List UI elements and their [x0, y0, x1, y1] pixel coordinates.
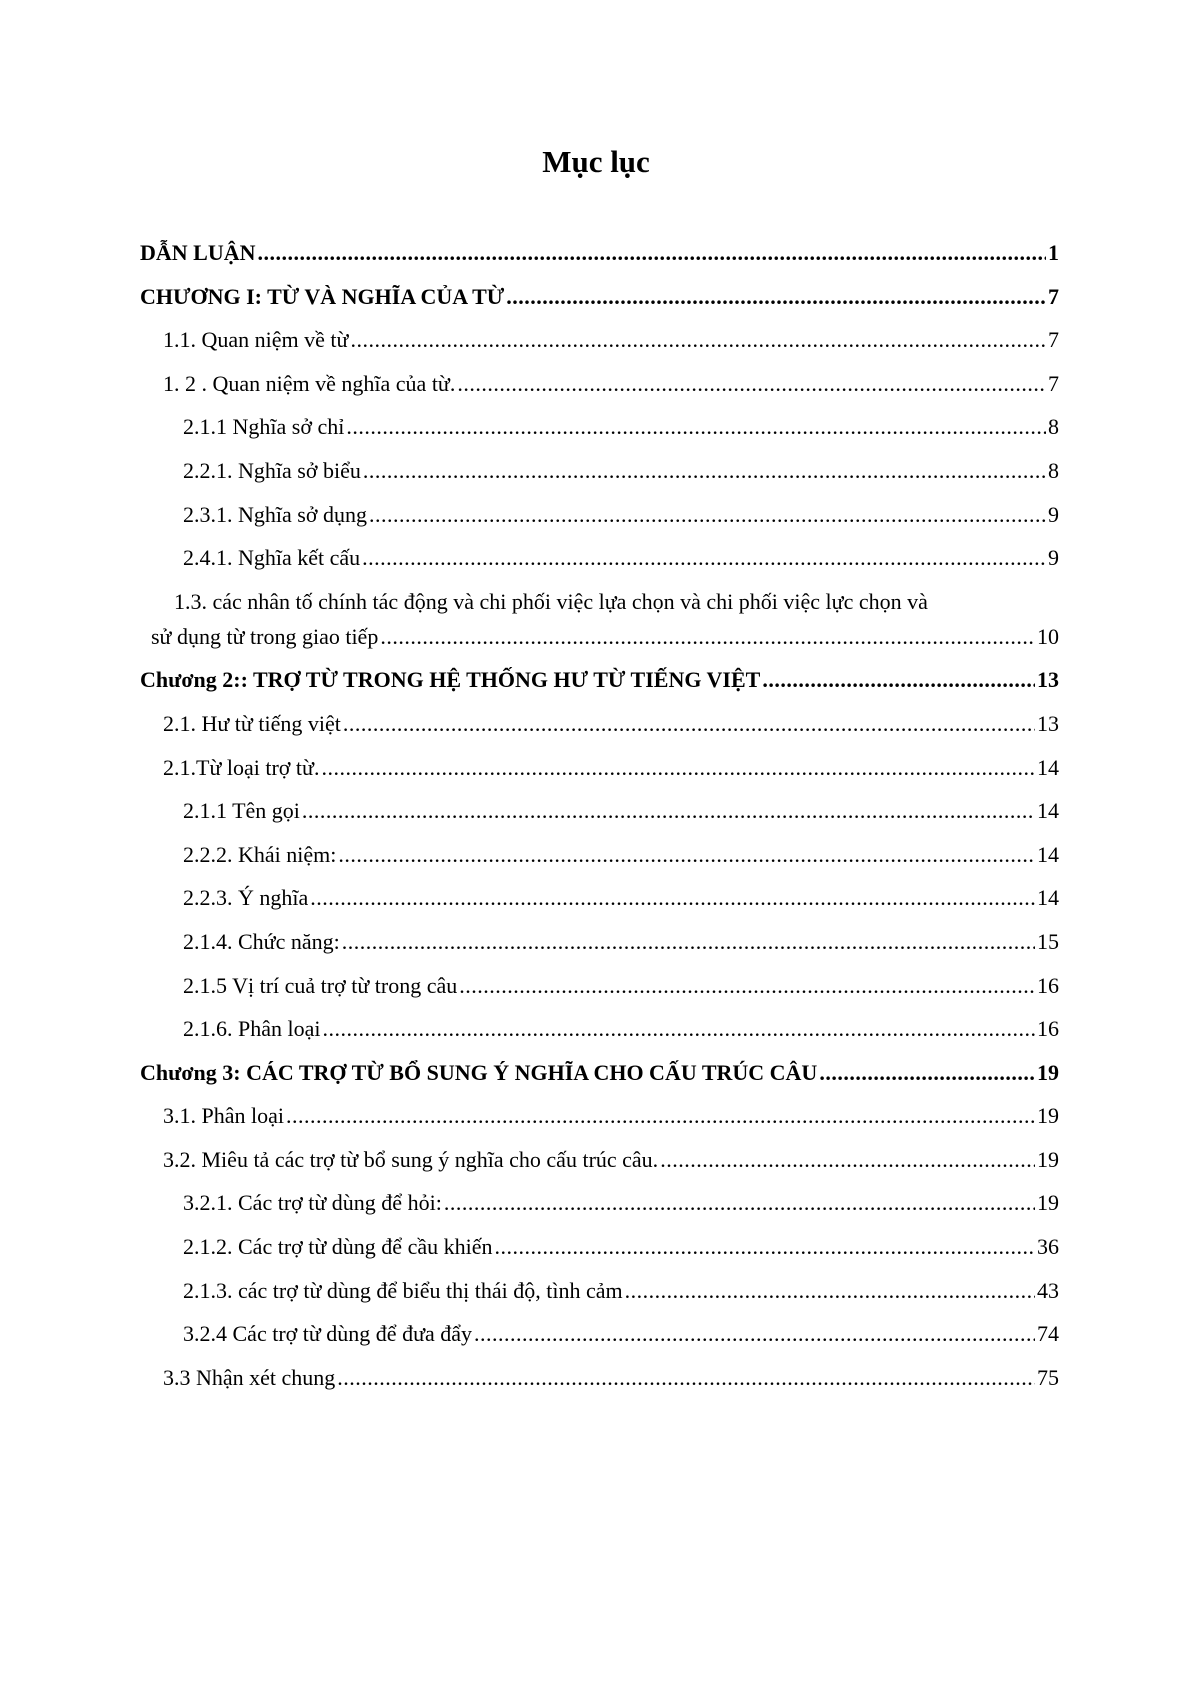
- toc-entry-text: CHƯƠNG I: TỪ VÀ NGHĨA CỦA TỪ: [140, 283, 505, 309]
- dot-leader: [444, 1190, 1035, 1216]
- toc-entry[interactable]: [140, 1147, 1059, 1191]
- toc-entry[interactable]: [140, 284, 1059, 328]
- toc-page-number: 75: [1037, 1364, 1059, 1390]
- toc-entry-text: 2.2.1. Nghĩa sở biểu: [183, 457, 361, 483]
- toc-page-number: 43: [1037, 1277, 1059, 1303]
- toc-entry[interactable]: [140, 545, 1059, 589]
- toc-entry[interactable]: [140, 667, 1059, 711]
- toc-entry-text: 2.1.3. các trợ từ dùng để biểu thị thái độ, tình cảm: [183, 1277, 623, 1303]
- toc-entry-text: 2.1.1 Nghĩa sở chỉ: [183, 414, 345, 440]
- dot-leader: [286, 1103, 1035, 1129]
- toc-entry[interactable]: [140, 1234, 1059, 1278]
- toc-page-number: 1: [1048, 240, 1059, 265]
- toc-entry[interactable]: [140, 842, 1059, 886]
- toc-entry[interactable]: [140, 885, 1059, 929]
- toc-entry-text: 2.1.6. Phân loại: [183, 1016, 321, 1042]
- toc-entry-text: 2.2.2. Khái niệm:: [183, 841, 337, 867]
- toc-entry-text: 2.3.1. Nghĩa sở dụng: [183, 501, 367, 527]
- toc-entry-text: 2.4.1. Nghĩa kết cấu: [183, 545, 361, 571]
- toc-page-number: 7: [1048, 327, 1059, 353]
- toc-entry[interactable]: [140, 1103, 1059, 1147]
- dot-leader: [380, 624, 1035, 650]
- dot-leader: [302, 798, 1035, 824]
- toc-page-number: 19: [1037, 1190, 1059, 1216]
- toc-entry[interactable]: [140, 798, 1059, 842]
- toc-entry-text: 3.3 Nhận xét chung: [163, 1364, 336, 1390]
- toc-entry[interactable]: [140, 929, 1059, 973]
- toc-page-number: 16: [1037, 972, 1059, 998]
- toc-entry-text: 2.1.5 Vị trí cuả trợ từ trong câu: [183, 972, 458, 998]
- toc-entry-line2: [140, 624, 1059, 668]
- toc-entry-text: 2.1.4. Chức năng:: [183, 928, 340, 954]
- toc-page-number: 8: [1048, 457, 1059, 483]
- toc-entry[interactable]: [140, 1321, 1059, 1365]
- dot-leader: [338, 842, 1035, 868]
- toc-entry-text: 3.2.1. Các trợ từ dùng để hỏi:: [183, 1190, 442, 1216]
- toc-entry[interactable]: [140, 458, 1059, 502]
- toc-page-number: 19: [1037, 1103, 1059, 1129]
- toc-page-number: 7: [1048, 283, 1059, 309]
- toc-entry[interactable]: [140, 1278, 1059, 1322]
- dot-leader: [323, 1016, 1036, 1042]
- toc-page-number: 19: [1037, 1146, 1059, 1172]
- dot-leader: [459, 973, 1035, 999]
- toc-entry-text: 2.1. Hư từ tiếng việt: [163, 710, 341, 736]
- toc-entry[interactable]: [140, 371, 1059, 415]
- toc-entry[interactable]: [140, 973, 1059, 1017]
- toc-page-number: 16: [1037, 1016, 1059, 1042]
- toc-page-number: 14: [1037, 798, 1059, 824]
- dot-leader: [474, 1321, 1035, 1347]
- toc-title: Mục lục: [542, 144, 650, 179]
- toc-entry[interactable]: [140, 1190, 1059, 1234]
- toc-entry-text: 3.2.4 Các trợ từ dùng để đưa đẩy: [183, 1321, 473, 1347]
- dot-leader: [321, 755, 1035, 781]
- dot-leader: [819, 1060, 1035, 1086]
- toc-entry[interactable]: [140, 502, 1059, 546]
- toc-entry[interactable]: [140, 414, 1059, 458]
- toc-entry[interactable]: [140, 711, 1059, 755]
- toc-entry-text: DẪN LUẬN: [140, 240, 256, 265]
- toc-page-number: 9: [1048, 545, 1059, 571]
- toc-entry-text: 2.1.2. Các trợ từ dùng để cầu khiến: [183, 1234, 493, 1260]
- dot-leader: [310, 885, 1035, 911]
- toc-entry-text: 1. 2 . Quan niệm về nghĩa của từ.: [163, 370, 456, 396]
- dot-leader: [363, 458, 1046, 484]
- dot-leader: [457, 371, 1046, 397]
- toc-entry-text: 2.1.1 Tên gọi: [183, 798, 300, 824]
- toc-entry-text: 3.2. Miêu tả các trợ từ bổ sung ý nghĩa cho cấu trúc câu.: [163, 1146, 659, 1172]
- toc-entry[interactable]: [140, 755, 1059, 799]
- dot-leader: [506, 284, 1046, 310]
- toc-page-number: 13: [1037, 667, 1059, 693]
- dot-leader: [625, 1278, 1035, 1304]
- toc-entry[interactable]: [140, 327, 1059, 371]
- toc-entry[interactable]: [140, 1365, 1059, 1409]
- toc-entry[interactable]: [140, 1060, 1059, 1104]
- dot-leader: [362, 545, 1046, 571]
- toc-entry[interactable]: [140, 589, 1059, 668]
- toc-entry-text: 3.1. Phân loại: [163, 1103, 284, 1129]
- dot-leader: [369, 502, 1046, 528]
- toc-entry-text: Chương 2:: TRỢ TỪ TRONG HỆ THỐNG HƯ TỪ TIẾNG VIỆT: [140, 667, 761, 693]
- toc-page-number: 14: [1037, 754, 1059, 780]
- toc-entry-text-line1: 1.3. các nhân tố chính tác động và chi phối việc lựa chọn và chi phối việc lực chọn và: [174, 588, 928, 614]
- toc-page-number: 14: [1037, 885, 1059, 911]
- toc-entry-text: Chương 3: CÁC TRỢ TỪ BỔ SUNG Ý NGHĨA CHO CẤU TRÚC CÂU: [140, 1059, 818, 1085]
- toc-page-number: 9: [1048, 501, 1059, 527]
- toc-page-number: 7: [1048, 370, 1059, 396]
- toc-page-number: 74: [1037, 1321, 1059, 1347]
- dot-leader: [258, 240, 1047, 266]
- toc-entry-text: 2.1.Từ loại trợ từ.: [163, 754, 320, 780]
- dot-leader: [343, 711, 1035, 737]
- toc-entry-text: 2.2.3. Ý nghĩa: [183, 885, 309, 911]
- dot-leader: [660, 1147, 1035, 1173]
- dot-leader: [762, 667, 1035, 693]
- toc-page-number: 19: [1037, 1059, 1059, 1085]
- dot-leader: [346, 414, 1046, 440]
- toc-page-number: 14: [1037, 841, 1059, 867]
- dot-leader: [337, 1365, 1035, 1391]
- toc-entry-text-line2: sử dụng từ trong giao tiếp: [151, 623, 379, 649]
- toc-entry[interactable]: [140, 240, 1059, 284]
- toc-page-number: 36: [1037, 1234, 1059, 1260]
- toc-entry[interactable]: [140, 1016, 1059, 1060]
- dot-leader: [342, 929, 1035, 955]
- toc-page-number: 15: [1037, 928, 1059, 954]
- table-of-contents: [140, 240, 1059, 1408]
- toc-page-number: 13: [1037, 710, 1059, 736]
- toc-entry-text: 1.1. Quan niệm về từ: [163, 327, 349, 353]
- dot-leader: [350, 327, 1046, 353]
- toc-page-number: 8: [1048, 414, 1059, 440]
- toc-page-number: 10: [1037, 623, 1059, 649]
- dot-leader: [494, 1234, 1035, 1260]
